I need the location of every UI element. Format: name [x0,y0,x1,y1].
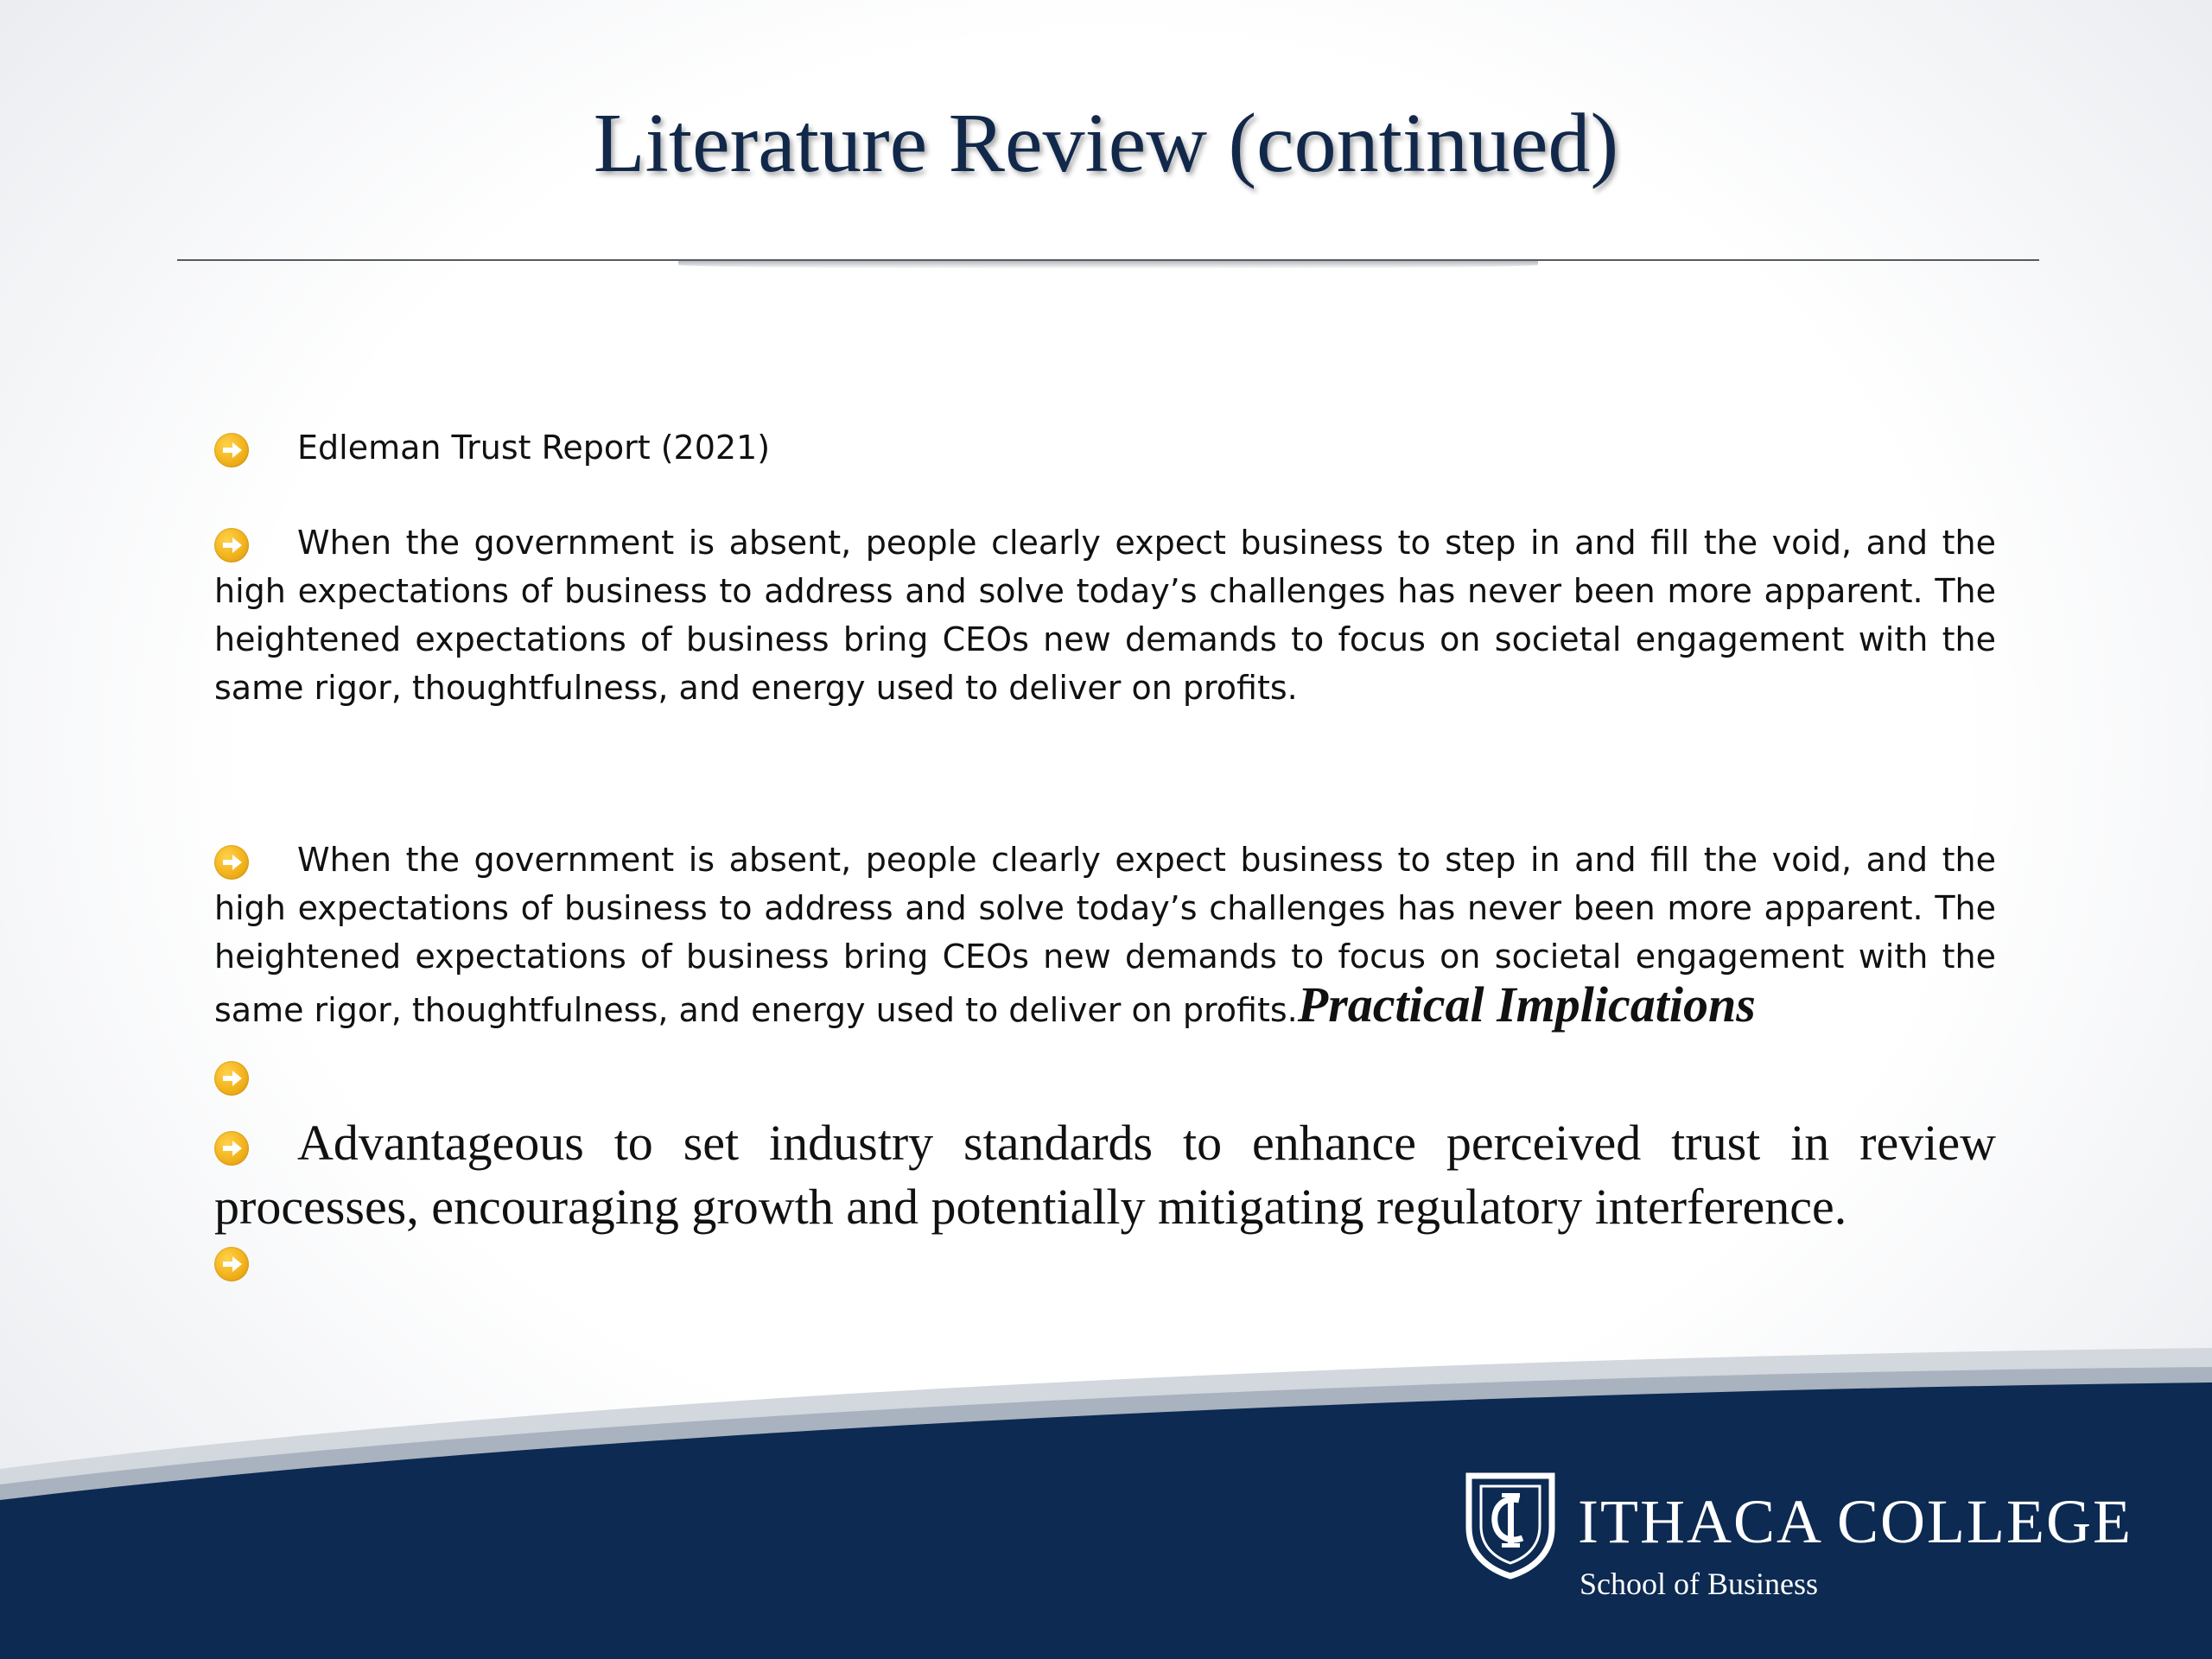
circled-right-arrow-icon [214,845,249,880]
bullet-text: When the government is absent, people clearly expect business to step in and fill the void, and the high expectations of business to address and solve today’s challenges has never been more apparent. The heightened expectations of business bring CEOs new demands to focus on societal engagement with the same rigor, thoughtfulness, and energy used to deliver on profits. [214,841,1996,1029]
ithaca-shield-icon [1464,1467,1557,1580]
bullet-text: Edleman Trust Report (2021) [297,429,771,467]
slide-title: Literature Review (continued) [593,97,1619,190]
circled-right-arrow-icon [214,1061,249,1096]
bullet-item [214,518,1996,712]
bullet-item [214,1111,1996,1239]
divider-shadow [678,261,1538,269]
circled-right-arrow-icon [214,433,249,467]
bullet-text: Advantageous to set industry standards to enhance perceived trust in review processes, encouraging growth and potentially mitigating regulatory interference. [214,1115,1996,1235]
circled-right-arrow-icon [214,1247,249,1281]
circled-right-arrow-icon [214,528,249,563]
bullet-text: When the government is absent, people clearly expect business to step in and fill the void, and the high expectations of business to address and solve today’s challenges has never been more apparent. The heightened expectations of business bring CEOs new demands to focus on societal engagement with the same rigor, thoughtfulness, and energy used to deliver on profits. [214,524,1996,707]
college-name: ITHACA COLLEGE [1578,1487,2133,1556]
college-logo [1460,1460,2152,1616]
bullet-item [214,423,1996,472]
school-name: School of Business [1580,1567,1819,1601]
section-heading: Practical Implications [1297,976,1756,1033]
circled-right-arrow-icon [214,1131,249,1166]
empty-bullet [214,1061,297,1096]
empty-bullet [214,1247,297,1281]
bullet-item [214,836,1996,1034]
